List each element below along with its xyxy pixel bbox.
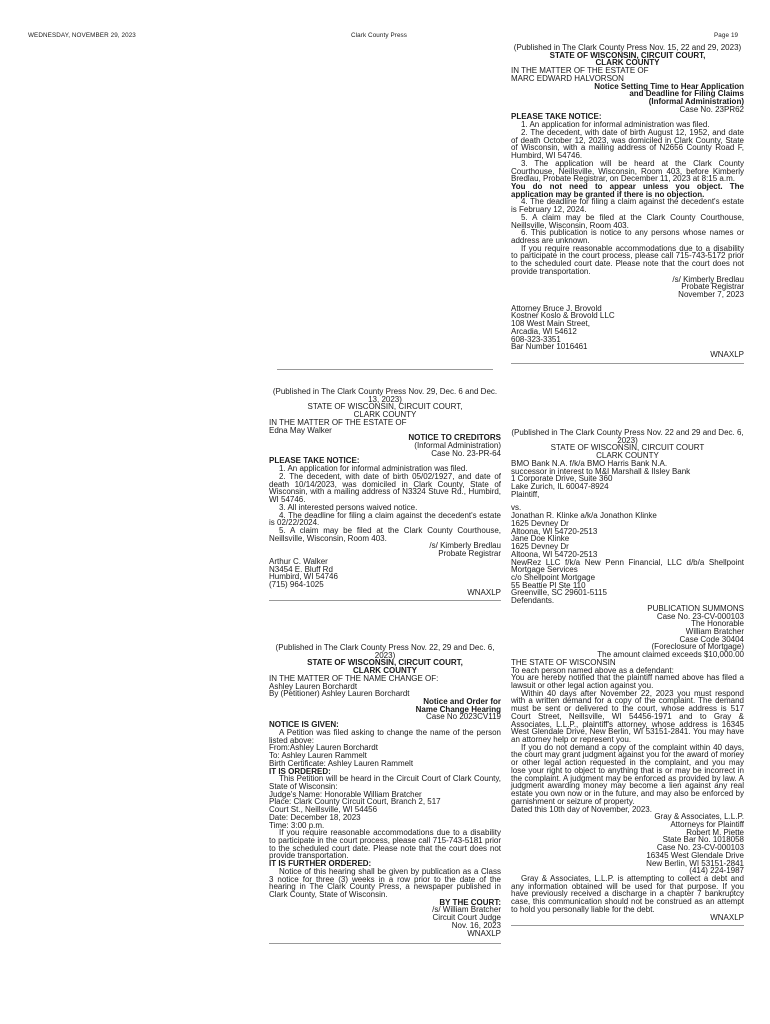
- notice-title: and Deadline for Filing Claims: [629, 89, 744, 99]
- attorney-line: Bar Number 1016461: [511, 342, 588, 352]
- matter-line: IN THE MATTER OF THE ESTATE OF: [511, 66, 649, 76]
- signature-line: State Bar No. 1018058: [662, 835, 744, 845]
- attorney-line: Attorney Bruce J. Brovold: [511, 303, 602, 313]
- signature-line: 16345 West Glendale Drive: [646, 850, 744, 860]
- court-county: CLARK COUNTY: [353, 410, 417, 420]
- paragraph: Notice of this hearing shall be given by publication as a Class 3 notice for three (3) weeks in a row prior to the date of the hearing in The Clark County Press, a newspaper published in Clark County, State of Wisconsin.: [269, 866, 501, 899]
- court-county: CLARK COUNTY: [596, 451, 659, 461]
- party-line: Altoona, WI 54720-2513: [511, 549, 598, 559]
- notice-halvorson: [511, 44, 744, 364]
- signature-date: November 7, 2023: [678, 290, 744, 299]
- notice-title: Notice and Order for: [423, 697, 501, 707]
- signature-line: Case No. 23-CV-000103: [656, 843, 744, 853]
- address-line: Humbird, WI 54746: [269, 572, 338, 582]
- legal-code: WNAXLP: [467, 587, 501, 597]
- paragraph: 2. The decedent, with date of birth 05/02/1927, and date of death 10/14/2023, was domiciled in Clark County, State of Wisconsin, with a mailing address of N3324 Stuve Rd., Humbird, WI 54746.: [269, 471, 501, 505]
- attorney-line: Kostner Koslo & Brovold LLC: [511, 311, 615, 321]
- page-number: Page 19: [714, 32, 739, 39]
- signature-title: Probate Registrar: [681, 282, 744, 292]
- detail-line: Judge's Name: Honorable William Bratcher: [269, 789, 422, 799]
- legal-code: WNAXLP: [710, 912, 744, 922]
- party-line: successor in interest to M&I Marshall & Ilsley Bank: [511, 466, 691, 476]
- divider: [511, 363, 744, 364]
- signature: /s/ Kimberly Bredlau: [672, 274, 744, 284]
- publication-line: (Published in The Clark County Press Nov. 22, 29 and Dec. 6, 2023): [275, 643, 495, 660]
- paragraph: 2. The decedent, with date of birth August 12, 1952, and date of death October 12, 2023, was domiciled in Clark County, State of Wisconsin, with a mailing address of N2656 County Road F, Humbird, WI 54746.: [511, 127, 744, 161]
- versus: vs.: [511, 503, 522, 513]
- paragraph: 1. An application for informal administration was filed.: [279, 464, 468, 474]
- decedent-name: MARC EDWARD HALVORSON: [511, 73, 624, 83]
- party-role: Plaintiff,: [511, 489, 540, 499]
- paragraph: If you require reasonable accommodations due to a disability to participate in the court process, please call 715-743-5181 prior to the scheduled court date. Please note that the court does not provide transportation.: [269, 828, 501, 861]
- detail-line: To: Ashley Lauren Rammelt: [269, 751, 367, 761]
- notice-walker: [269, 369, 501, 601]
- court-county: CLARK COUNTY: [595, 58, 660, 68]
- matter-line: Ashley Lauren Borchardt: [269, 681, 358, 691]
- paragraph: 6. This publication is notice to any persons whose names or address are unknown.: [511, 228, 744, 245]
- signature-title: Probate Registrar: [438, 549, 501, 559]
- signature-line: New Berlin, WI 53151-2841: [646, 858, 744, 868]
- address-line: N3454 E. Bluff Rd: [269, 564, 333, 574]
- address-line: Arthur C. Walker: [269, 556, 328, 566]
- decedent-name: Edna May Walker: [269, 425, 332, 435]
- detail-line: From:Ashley Lauren Borchardt: [269, 743, 378, 753]
- divider: [511, 925, 744, 926]
- paragraph: 4. The deadline for filing a claim against the decedent's estate is February 12, 2024.: [511, 197, 744, 215]
- page-header: [0, 0, 770, 40]
- case-detail: The amount claimed exceeds $10,000.00: [597, 650, 744, 660]
- section-heading: IT IS ORDERED:: [269, 766, 331, 776]
- party-line: c/o Shellpoint Mortgage: [511, 572, 596, 582]
- paragraph: 3. All interested persons waived notice.: [279, 502, 418, 512]
- case-number: Case No 2023CV119: [425, 712, 501, 722]
- party-line: NewRez LLC f/k/a New Penn Financial, LLC d/b/a Shellpoint Mortgage Services: [511, 557, 744, 575]
- party-line: Greenville, SC 29601-5115: [511, 588, 607, 598]
- paragraph: 4. The deadline for filing a claim against the decedent's estate is 02/22/2024.: [269, 510, 501, 528]
- publication-line: (Published in The Clark County Press Nov. 22 and 29 and Dec. 6, 2023): [511, 428, 744, 445]
- paragraph: You are hereby notified that the plaintiff named above has filed a lawsuit or other legal action against you.: [511, 673, 744, 690]
- party-line: BMO Bank N.A. f/k/a BMO Harris Bank N.A.: [511, 458, 668, 468]
- divider: [269, 600, 501, 601]
- notice-title: Name Change Hearing: [415, 704, 501, 714]
- paragraph: Gray & Associates, L.L.P. is attempting to collect a debt and any information obtained will be used for that purpose. If you have previously received a discharge in a chapter 7 bankruptcy case, this communication should not be construed as an attempt to hold you personally liable for the debt.: [511, 873, 744, 914]
- section-heading: PLEASE TAKE NOTICE:: [269, 456, 360, 466]
- legal-code: WNAXLP: [467, 928, 501, 938]
- case-detail: William Bratcher: [685, 626, 744, 636]
- matter-line: By (Petitioner) Ashley Lauren Borchardt: [269, 689, 410, 699]
- signature: /s/ Kimberly Bredlau: [429, 541, 501, 551]
- court-county: CLARK COUNTY: [353, 666, 417, 676]
- notice-bmo-summons: [511, 429, 744, 926]
- party-line: 1 Corporate Drive, Suite 360: [511, 474, 613, 484]
- notice-title: NOTICE TO CREDITORS: [408, 433, 501, 443]
- party-line: Jane Doe Klinke: [511, 534, 570, 544]
- dated-line: Dated this 10th day of November, 2023.: [511, 804, 652, 814]
- signature: /s/ William Bratcher: [432, 905, 501, 915]
- notice-title: (Informal Administration): [648, 97, 744, 107]
- court-name: STATE OF WISCONSIN, CIRCUIT COURT,: [549, 50, 706, 60]
- paragraph: If you do not demand a copy of the complaint within 40 days, the court may grant judgment against you for the award of money or other legal action requested in the complaint, and you may lose your right to object to anything that is or may be incorrect in the complaint. A judgment may be enforced as provided by law. A judgment awarding money may become a lien against any real estate you own now or in the future, and may also be enforced by garnishment or seizure of property.: [511, 742, 744, 806]
- detail-line: Place: Clark County Circuit Court, Branch 2, 517: [269, 797, 441, 807]
- paragraph-bold: You do not need to appear unless you object. The application may be granted if there is no objection.: [511, 181, 744, 199]
- case-number: Case No. 23PR62: [679, 104, 744, 114]
- party-line: 1625 Devney Dr: [511, 542, 569, 552]
- address-line: (715) 964-1025: [269, 579, 324, 589]
- attorney-line: 608-323-3351: [511, 334, 561, 344]
- signature-line: Attorneys for Plaintiff: [670, 819, 744, 829]
- party-line: Lake Zurich, IL 60047-8924: [511, 482, 609, 492]
- signature-title: Circuit Court Judge: [432, 913, 501, 923]
- court-name: STATE OF WISCONSIN, CIRCUIT COURT,: [307, 658, 463, 668]
- party-line: 1625 Devney Dr: [511, 518, 569, 528]
- court-name: STATE OF WISCONSIN, CIRCUIT COURT,: [307, 402, 463, 412]
- state-line: THE STATE OF WISCONSIN: [511, 657, 616, 667]
- paragraph: Within 40 days after November 22, 2023 you must respond with a written demand for a copy of the complaint. The demand must be sent or delivered to the court, whose address is 517 Court Street, Neillsville, WI 54456-1971 and to Gray & Associates, L.L.P., plaintiff's attorney, whose address is 16345 West Glendale Drive, New Berlin, WI 53151-2841. You may have an attorney help or represent you.: [511, 688, 744, 745]
- party-line: Altoona, WI 54720-2513: [511, 526, 598, 536]
- paragraph: 3. The application will be heard at the Clark County Courthouse, Neillsville, Wisconsin, Room 403, before Kimberly Bredlau, Probate Registrar, on December 11, 2023 at 8:15 a.m.: [511, 158, 744, 184]
- notice-title: Notice Setting Time to Hear Application: [594, 81, 744, 91]
- divider: [269, 943, 501, 944]
- summons-title: PUBLICATION SUMMONS: [647, 603, 744, 613]
- case-number: Case No. 23-PR-64: [431, 448, 501, 458]
- signature-line: Gray & Associates, L.L.P.: [654, 812, 744, 822]
- notice-borchardt: [269, 644, 501, 944]
- divider: [277, 369, 493, 370]
- paragraph: This Petition will be heard in the Circuit Court of Clark County, State of Wisconsin:: [269, 774, 501, 791]
- detail-line: Date: December 18, 2023: [269, 812, 361, 822]
- court-signature-heading: BY THE COURT:: [439, 897, 501, 907]
- publication-line: (Published in The Clark County Press Nov. 29, Dec. 6 and Dec. 13, 2023): [272, 387, 498, 404]
- detail-line: Court St., Neillsville, WI 54456: [269, 805, 378, 815]
- paragraph: If you require reasonable accommodations due to a disability to participate in the court process, please call 715-743-5172 prior to the scheduled court date. Please note that the court does not provide transportation.: [511, 243, 744, 276]
- paragraph: 5. A claim may be filed at the Clark County Courthouse, Neillsville, Wisconsin, Room 403.: [511, 212, 744, 230]
- salutation: To each person named above as a defendant:: [511, 665, 674, 675]
- issue-date: WEDNESDAY, NOVEMBER 29, 2023: [28, 32, 136, 39]
- matter-line: IN THE MATTER OF THE NAME CHANGE OF:: [269, 673, 439, 683]
- attorney-line: 108 West Main Street,: [511, 319, 590, 329]
- signature-date: Nov. 16, 2023: [451, 920, 501, 930]
- publication-line: (Published in The Clark County Press Nov. 15, 22 and 29, 2023): [513, 43, 742, 52]
- legal-code: WNAXLP: [710, 350, 744, 360]
- paragraph: 1. An application for informal administration was filed.: [521, 120, 710, 130]
- signature-line: (414) 224-1987: [689, 866, 744, 876]
- detail-line: Birth Certificate: Ashley Lauren Rammelt: [269, 758, 414, 768]
- case-detail: (Foreclosure of Mortgage): [651, 642, 744, 652]
- case-detail: Case Code 30404: [679, 634, 744, 644]
- paragraph: 5. A claim may be filed at the Clark County Courthouse, Neillsville, Wisconsin, Room 403.: [269, 525, 501, 543]
- paragraph: A Petition was filed asking to change the name of the person listed above:: [269, 727, 501, 745]
- signature-line: Robert M. Piette: [686, 827, 744, 837]
- section-heading: NOTICE IS GIVEN:: [269, 720, 339, 730]
- party-line: 55 Beattie Pl Ste 110: [511, 580, 586, 590]
- attorney-line: Arcadia, WI 54612: [511, 326, 577, 336]
- detail-line: Time: 3:00 p.m.: [269, 820, 325, 830]
- case-detail: The Honorable: [691, 619, 744, 629]
- court-name: STATE OF WISCONSIN, CIRCUIT COURT: [550, 443, 705, 453]
- case-number: Case No. 23-CV-000103: [656, 611, 744, 621]
- party-line: Jonathan R. Klinke a/k/a Jonathon Klinke: [511, 511, 657, 521]
- section-heading: PLEASE TAKE NOTICE:: [511, 112, 602, 122]
- party-role: Defendants.: [511, 596, 555, 606]
- newspaper-name: Clark County Press: [351, 32, 408, 39]
- notice-subtitle: (Informal Administration): [414, 441, 501, 451]
- section-heading: IT IS FURTHER ORDERED:: [269, 859, 372, 869]
- matter-line: IN THE MATTER OF THE ESTATE OF: [269, 417, 407, 427]
